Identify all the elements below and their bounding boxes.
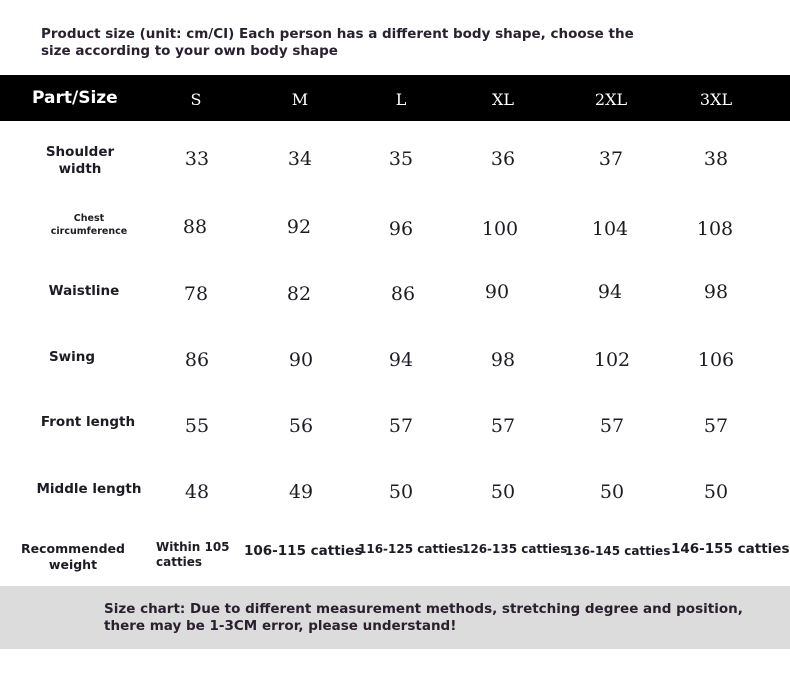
size-heading-m: M [291,90,309,109]
table-cell: 57 [388,415,414,437]
table-cell: 102 [593,349,631,371]
size-heading-l: L [395,90,407,109]
table-cell: 50 [599,481,625,503]
size-header-bar [0,75,790,121]
table-cell: 86 [390,283,416,305]
weight-cell: 126-135 catties [462,542,568,556]
row-label-chest [51,212,127,238]
table-cell: 57 [490,415,516,437]
table-cell: 86 [184,349,210,371]
row-label-shoulder [46,144,114,178]
size-chart-note: Size chart: Due to different measurement methods, stretching degree and position, there may be 1-3CM error, please understand! [104,601,743,634]
row-label-text: Swing [48,349,96,365]
row-label-text: Front length [40,414,136,430]
table-cell: 50 [490,481,516,503]
row-label-text: Chest circumference [50,213,128,237]
table-cell: 50 [703,481,729,503]
table-cell: 38 [703,148,729,170]
table-cell: 100 [481,218,519,240]
size-heading-3xl: 3XL [699,90,733,109]
row-label-text: Middle length [36,481,142,497]
row-label-front-length [41,414,135,431]
size-heading-xl: XL [491,90,515,109]
table-cell: 57 [703,415,729,437]
footer-banner [0,586,790,649]
table-cell: 78 [183,283,209,305]
size-heading-2xl: 2XL [594,90,628,109]
table-cell: 49 [288,481,314,503]
weight-cell: 106-115 catties [244,543,363,559]
table-cell: 57 [599,415,625,437]
table-cell: 98 [703,281,729,303]
weight-cell: 136-145 catties [565,544,671,558]
row-label-middle-length [37,481,142,498]
row-label-waistline [49,283,120,300]
table-cell: 56 [288,415,314,437]
table-cell: 55 [184,415,210,437]
size-heading-s: S [190,90,202,109]
table-cell: 88 [182,216,208,238]
table-cell: 33 [184,148,210,170]
table-cell: 108 [696,218,734,240]
row-label-text: Shoulder width [45,144,115,177]
table-cell: 34 [287,148,313,170]
table-cell: 48 [184,481,210,503]
table-cell: 104 [591,218,629,240]
row-label-swing [49,349,95,366]
weight-cell: 116-125 catties [358,542,464,556]
table-cell: 37 [598,148,624,170]
row-label-text: Recommended weight [21,541,125,572]
table-cell: 35 [388,148,414,170]
table-cell: 90 [484,281,510,303]
weight-cell: Within 105 catties [156,540,230,569]
table-cell: 106 [697,349,735,371]
part-size-heading: Part/Size [32,88,118,108]
table-cell: 94 [388,349,414,371]
table-cell: 36 [490,148,516,170]
table-cell: 98 [490,349,516,371]
table-cell: 82 [286,283,312,305]
intro-text: Product size (unit: cm/CI) Each person has a different body shape, choose the size according to your own body shape [41,26,634,59]
table-cell: 92 [286,216,312,238]
table-cell: 94 [597,281,623,303]
table-cell: 90 [288,349,314,371]
weight-cell: 146-155 catties [671,541,790,557]
table-cell: 96 [388,218,414,240]
row-label-text: Waistline [48,283,120,299]
table-cell: 50 [388,481,414,503]
row-label-weight [21,541,125,573]
